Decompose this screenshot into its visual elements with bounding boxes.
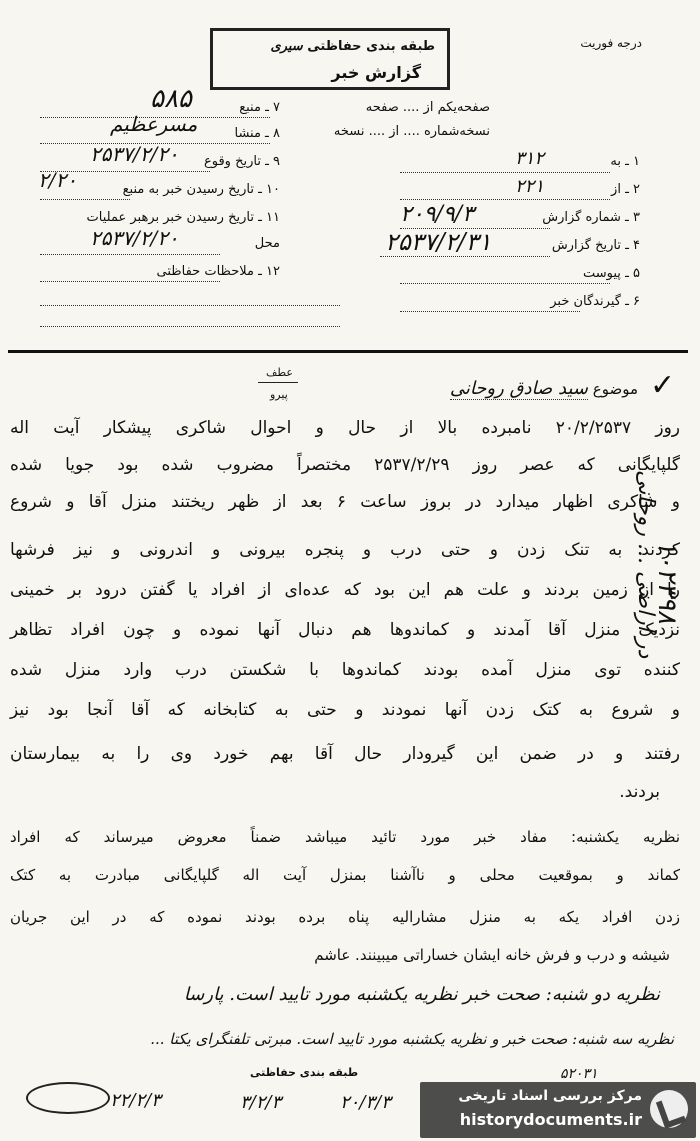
comment-line: کماند و بموقعیت محلی و ناآشنا بمنزل آیت اله گلپایگانی مبادرت به کتک — [10, 866, 680, 884]
body-line: و شروع به کتک زدن آنها نمودند و حتی به کتابخانه که آقا آنجا بود نیز — [10, 700, 680, 720]
field-source-value: ۵۸۵ — [150, 84, 192, 114]
body-line: کننده توی منزل آمده بودند کماندوها با شکستن درب وارد منزل شده — [10, 660, 680, 680]
margin-number: ۱۰۲۳۹۸ — [652, 540, 682, 624]
archive-logo-icon — [650, 1090, 688, 1128]
field-attachment-label: ۵ ـ پیوست — [583, 266, 640, 281]
urgency-label: درجه فوریت — [580, 36, 642, 50]
field-security-notes-line — [40, 281, 220, 282]
comment-line: شیشه و درب و فرش خانه ایشان خساراتی میبینند. عاشم — [314, 946, 670, 964]
body-line: رفتند و در ضمن این گیرودار حال آقا بهم خورد وی را به بیمارستان — [10, 744, 680, 764]
subject-label: موضوع — [592, 380, 638, 398]
page-count-label: صفحه‌یکم از .... صفحه — [365, 100, 490, 115]
handwritten-date: ۲۰/۳/۳ — [340, 1092, 391, 1113]
field-ops-receipt-value: ۲۵۳۷/۲/۲۰ — [90, 226, 179, 250]
footer-classification-stamp: طبقه بندی حفاظتی — [250, 1066, 359, 1079]
watermark-url: historydocuments.ir — [459, 1110, 642, 1129]
field-from-label: ۲ ـ از — [611, 182, 640, 197]
handwritten-code: ۵۲۰۳۱ — [560, 1066, 598, 1082]
checkmark-icon: ✓ — [650, 368, 676, 403]
field-ops-receipt-line — [40, 254, 220, 255]
field-place-label: محل — [254, 236, 280, 251]
handwritten-date: ۲۲/۲/۳ — [110, 1090, 161, 1111]
copy-number-label: نسخه‌شماره .... از .... نسخه — [333, 124, 490, 139]
field-to-value: ۳۱۲ — [515, 148, 545, 169]
body-line: کردند به تنک زدن و حتی درب و پنجره بیرونی و اندرونی و نیز فرشها — [10, 540, 680, 560]
field-event-date-value: ۲۵۳۷/۲/۲۰ — [90, 142, 179, 166]
handwritten-comment-tuesday: نظریه سه شنبه: صحت خبر و نظریه یکشنبه مورد تایید است. مبرتی تلفنگرای یکتا ... — [150, 1030, 674, 1048]
field-source-receipt-line — [40, 199, 130, 200]
field-source-receipt-label: ۱۰ ـ تاریخ رسیدن خبر به منبع — [122, 182, 280, 197]
field-origin-label: ۸ ـ منشا — [234, 126, 280, 141]
reference-label: عطف — [266, 366, 293, 379]
handwritten-circle-mark — [26, 1082, 110, 1114]
watermark-title: مرکز بررسی اسناد تاریخی — [458, 1088, 642, 1104]
body-line: را از زمین بردند و علت هم این بود که عده‌ای از افراد یا گفتن درود بر خمینی — [10, 580, 680, 600]
field-security-notes-label: ۱۲ ـ ملاحظات حفاظتی — [156, 264, 280, 279]
field-source-label: ۷ ـ منبع — [239, 100, 280, 115]
field-attachment-line — [400, 283, 610, 284]
field-report-date-line — [380, 256, 550, 257]
field-report-number-value: ۲۰۹/۹/۳ — [400, 202, 474, 227]
field-security-notes-line-2 — [40, 305, 340, 306]
follow-up-label: پیرو — [270, 388, 288, 401]
field-report-date-value: ۲۵۳۷/۲/۳۱ — [385, 228, 492, 256]
handwritten-comment-monday: نظریه دو شنبه: صحت خبر نظریه یکشنبه مورد تایید است. پارسا — [183, 984, 660, 1005]
body-line: بردند. — [619, 782, 660, 802]
field-event-date-label: ۹ ـ تاریخ وقوع — [203, 154, 280, 169]
field-origin-value: مسرعظیم — [110, 112, 198, 136]
field-source-receipt-value: ۲/۲۰ — [38, 168, 77, 192]
form-title: گزارش خبر — [331, 63, 421, 82]
subject-line — [450, 378, 638, 399]
body-line: گلپایگانی که عصر روز ۲۵۳۷/۲/۲۹ مختصراً مضروب شده بود جویا شده — [10, 455, 681, 475]
reference-divider — [258, 382, 298, 383]
field-from-line — [400, 199, 610, 200]
field-report-date-label: ۴ ـ تاریخ گزارش — [551, 238, 640, 253]
field-from-value: ۲۲۱ — [515, 176, 545, 197]
body-line: نزدیک منزل آقا آمدند و کماندوها هم دنبال آنها نموده و چون افراد تظاهر — [10, 620, 680, 640]
body-line: و شاکری اظهار میدارد در بروز ساعت ۶ بعد از ظهر ریختند منزل آقا و شروع — [10, 492, 680, 512]
comment-line: نظریه یکشنبه: مفاد خبر مورد تائید میباشد ضمناً معروض میرساند که افراد — [10, 828, 680, 846]
field-security-notes-line-3 — [40, 326, 340, 327]
archive-watermark — [420, 1082, 696, 1138]
comment-line: زدن افراد یکه به منزل مشارالیه پناه برده بودند نموده که در این جریان — [10, 908, 680, 926]
field-to-line — [400, 172, 610, 173]
classification-stamp — [210, 28, 450, 90]
field-to-label: ۱ ـ به — [610, 154, 640, 169]
handwritten-date: ۳/۲/۳ — [240, 1092, 282, 1113]
header-divider — [8, 350, 688, 353]
classification-label: طبقه بندی حفاظتی سیری — [270, 39, 435, 54]
field-recipients-label: ۶ ـ گیرندگان خبر — [550, 294, 640, 309]
field-report-number-label: ۳ ـ شماره گزارش — [542, 210, 640, 225]
body-line: روز ۲۰/۲/۲۵۳۷ نامبرده بالا از حال و احوال شاکری پیشکار آیت اله — [10, 418, 680, 438]
margin-note: در اراضی ... روحانی — [633, 470, 658, 659]
field-ops-receipt-label: ۱۱ ـ تاریخ رسیدن خبر برهبر عملیات — [86, 210, 280, 225]
field-recipients-line — [400, 311, 580, 312]
subject-value: سید صادق روحانی — [449, 378, 588, 399]
